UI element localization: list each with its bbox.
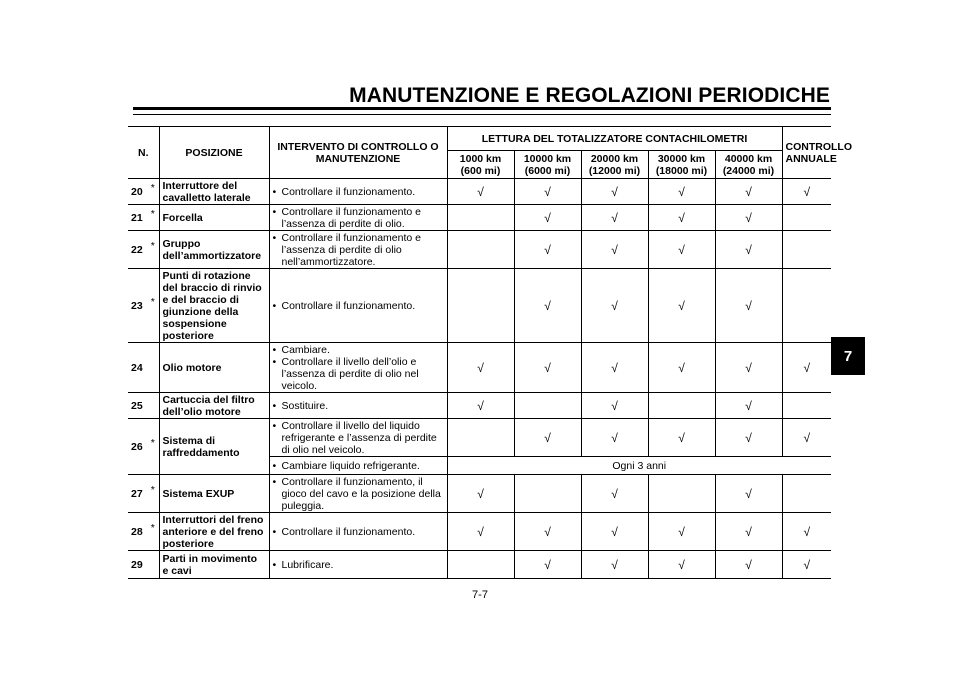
dealer-service-marker — [147, 551, 159, 579]
interval-check-cell — [715, 231, 782, 269]
star-marker: * — [150, 207, 155, 220]
check-mark-icon: √ — [745, 242, 752, 257]
intervention-item: • Controllare il livello dell’olio e l’assenza di perdite di olio nel veicolo. — [273, 356, 444, 392]
annual-check-cell — [782, 269, 831, 343]
check-mark-icon: √ — [745, 360, 752, 375]
intervention-item: • Cambiare liquido refrigerante. — [273, 460, 444, 472]
star-marker: * — [150, 436, 155, 449]
interval-check-cell — [581, 179, 648, 205]
row-position: Forcella — [159, 205, 269, 231]
check-mark-icon: √ — [745, 184, 752, 199]
chapter-tab[interactable]: 7 — [831, 337, 865, 375]
check-mark-icon: √ — [611, 486, 618, 501]
check-mark-icon: √ — [803, 524, 811, 539]
row-position: Punti di rotazione del braccio di rinvio e del braccio di giunzione della sospensione posteriore — [159, 269, 269, 343]
interval-check-cell — [648, 393, 715, 419]
interval-km: 40000 km — [724, 152, 773, 165]
check-mark-icon: √ — [745, 430, 752, 445]
row-number: 24 — [128, 343, 147, 393]
star-marker: * — [150, 295, 155, 308]
row-intervention — [269, 205, 447, 231]
check-mark-icon: √ — [477, 486, 484, 501]
check-mark-icon: √ — [611, 210, 618, 225]
interval-mi: (600 mi) — [460, 164, 501, 177]
check-mark-icon: √ — [611, 360, 618, 375]
annual-check-cell — [782, 231, 831, 269]
interval-check-cell — [514, 393, 581, 419]
header-position: POSIZIONE — [159, 127, 269, 179]
check-mark-icon: √ — [477, 360, 484, 375]
dealer-service-marker — [147, 475, 159, 513]
check-mark-icon: √ — [745, 557, 752, 572]
row-position: Parti in movimento e cavi — [159, 551, 269, 579]
star-marker: * — [150, 483, 155, 496]
check-mark-icon: √ — [678, 210, 685, 225]
dealer-service-marker — [147, 513, 159, 551]
table-row — [128, 419, 831, 457]
check-mark-icon: √ — [544, 557, 551, 572]
interval-check-cell — [581, 393, 648, 419]
row-position: Interruttori del freno anteriore e del freno posteriore — [159, 513, 269, 551]
interval-check-cell — [648, 179, 715, 205]
check-mark-icon: √ — [544, 242, 551, 257]
row-number: 29 — [128, 551, 147, 579]
interval-check-cell — [514, 475, 581, 513]
table-row — [128, 475, 831, 513]
check-mark-icon: √ — [611, 398, 618, 413]
check-mark-icon: √ — [745, 486, 752, 501]
interval-check-cell — [447, 393, 514, 419]
interval-check-cell — [514, 513, 581, 551]
row-intervention — [269, 475, 447, 513]
table-row — [128, 179, 831, 205]
check-mark-icon: √ — [611, 298, 618, 313]
interval-km: 30000 km — [657, 152, 706, 165]
row-intervention — [269, 393, 447, 419]
check-mark-icon: √ — [678, 184, 685, 199]
interval-check-cell — [581, 513, 648, 551]
header-rule-thick — [133, 107, 831, 110]
interval-check-cell — [447, 513, 514, 551]
check-mark-icon: √ — [544, 360, 551, 375]
interval-km: 10000 km — [523, 152, 572, 165]
dealer-service-marker — [147, 419, 159, 475]
interval-check-cell — [514, 551, 581, 579]
interval-check-cell — [581, 419, 648, 457]
interval-check-cell — [715, 179, 782, 205]
star-marker: * — [150, 521, 155, 534]
row-number: 20 — [128, 179, 147, 205]
check-mark-icon: √ — [477, 398, 484, 413]
row-number: 25 — [128, 393, 147, 419]
interval-check-cell — [715, 205, 782, 231]
check-mark-icon: √ — [745, 398, 752, 413]
interval-check-cell — [581, 269, 648, 343]
row-intervention — [269, 231, 447, 269]
intervention-item: • Sostituire. — [273, 400, 444, 412]
interval-check-cell — [514, 179, 581, 205]
check-mark-icon: √ — [611, 557, 618, 572]
check-mark-icon: √ — [745, 210, 752, 225]
interval-check-cell — [447, 551, 514, 579]
table-row — [128, 393, 831, 419]
row-intervention — [269, 419, 447, 457]
header-interval-2 — [514, 151, 581, 179]
intervention-item: • Controllare il livello del liquido refrigerante e l’assenza di perdite di olio nel veicolo. — [273, 420, 444, 456]
row-number: 27 — [128, 475, 147, 513]
row-number: 28 — [128, 513, 147, 551]
interval-check-cell — [447, 475, 514, 513]
dealer-service-marker — [147, 205, 159, 231]
interval-check-cell — [715, 393, 782, 419]
table-row — [128, 343, 831, 393]
check-mark-icon: √ — [544, 430, 551, 445]
check-mark-icon: √ — [803, 557, 811, 572]
interval-mi: (18000 mi) — [655, 164, 708, 177]
check-mark-icon: √ — [678, 557, 685, 572]
interval-check-cell — [447, 205, 514, 231]
interval-check-cell — [514, 269, 581, 343]
row-position: Cartuccia del filtro dell’olio motore — [159, 393, 269, 419]
interval-check-cell — [581, 551, 648, 579]
check-mark-icon: √ — [544, 184, 551, 199]
check-mark-icon: √ — [678, 524, 685, 539]
interval-check-cell — [715, 343, 782, 393]
check-mark-icon: √ — [678, 298, 685, 313]
intervention-item: • Controllare il funzionamento e l’assenza di perdite di olio nell’ammortizzatore. — [273, 232, 444, 268]
table-row — [128, 513, 831, 551]
interval-check-cell — [648, 551, 715, 579]
row-number: 22 — [128, 231, 147, 269]
interval-check-cell — [715, 475, 782, 513]
check-mark-icon: √ — [611, 184, 618, 199]
star-marker: * — [150, 181, 155, 194]
intervention-item: • Cambiare. — [273, 344, 444, 356]
row-number: 26 — [128, 419, 147, 475]
header-annual: CONTROLLO ANNUALE — [782, 127, 831, 179]
interval-check-cell — [447, 419, 514, 457]
interval-check-cell — [447, 179, 514, 205]
header-odometer: LETTURA DEL TOTALIZZATORE CONTACHILOMETRI — [447, 127, 782, 151]
check-mark-icon: √ — [611, 524, 618, 539]
row-extra-intervention — [269, 457, 447, 475]
dealer-service-marker — [147, 179, 159, 205]
intervention-item: • Controllare il funzionamento. — [273, 526, 444, 538]
header-interval-3 — [581, 151, 648, 179]
intervention-item: • Controllare il funzionamento. — [273, 300, 444, 312]
dealer-service-marker — [147, 231, 159, 269]
table-row — [128, 269, 831, 343]
header-intervention: INTERVENTO DI CONTROLLO O MANUTENZIONE — [269, 127, 447, 179]
check-mark-icon: √ — [544, 210, 551, 225]
check-mark-icon: √ — [803, 360, 811, 375]
interval-check-cell — [715, 419, 782, 457]
interval-check-cell — [648, 419, 715, 457]
check-mark-icon: √ — [678, 242, 685, 257]
header-rule-thin — [133, 114, 831, 115]
check-mark-icon: √ — [477, 184, 484, 199]
annual-check-cell — [782, 393, 831, 419]
dealer-service-marker — [147, 393, 159, 419]
annual-check-cell — [782, 551, 831, 579]
interval-check-cell — [715, 513, 782, 551]
interval-check-cell — [715, 551, 782, 579]
check-mark-icon: √ — [678, 360, 685, 375]
row-position: Sistema EXUP — [159, 475, 269, 513]
annual-check-cell — [782, 419, 831, 457]
dealer-service-marker — [147, 343, 159, 393]
intervention-item: • Lubrificare. — [273, 559, 444, 571]
interval-check-cell — [581, 343, 648, 393]
dealer-service-marker — [147, 269, 159, 343]
interval-check-cell — [648, 475, 715, 513]
check-mark-icon: √ — [745, 298, 752, 313]
page-title: MANUTENZIONE E REGOLAZIONI PERIODICHE — [349, 84, 830, 107]
check-mark-icon: √ — [803, 184, 811, 199]
annual-check-cell — [782, 475, 831, 513]
check-mark-icon: √ — [544, 298, 551, 313]
row-position: Olio motore — [159, 343, 269, 393]
interval-check-cell — [447, 231, 514, 269]
table-row — [128, 205, 831, 231]
header-num: N. — [128, 127, 159, 179]
header-interval-5 — [715, 151, 782, 179]
check-mark-icon: √ — [611, 242, 618, 257]
row-position: Gruppo dell’ammortizzatore — [159, 231, 269, 269]
interval-check-cell — [447, 269, 514, 343]
check-mark-icon: √ — [678, 430, 685, 445]
interval-check-cell — [514, 205, 581, 231]
interval-check-cell — [447, 343, 514, 393]
check-mark-icon: √ — [611, 430, 618, 445]
annual-check-cell — [782, 179, 831, 205]
row-intervention — [269, 269, 447, 343]
check-mark-icon: √ — [544, 524, 551, 539]
interval-mi: (24000 mi) — [722, 164, 775, 177]
interval-km: 1000 km — [459, 152, 502, 165]
interval-check-cell — [581, 231, 648, 269]
check-mark-icon: √ — [745, 524, 752, 539]
interval-check-cell — [514, 231, 581, 269]
table-row — [128, 551, 831, 579]
row-intervention — [269, 343, 447, 393]
maintenance-table — [128, 126, 853, 579]
check-mark-icon: √ — [477, 524, 484, 539]
intervention-item: • Controllare il funzionamento e l’assenza di perdite di olio. — [273, 206, 444, 230]
interval-mi: (6000 mi) — [524, 164, 571, 177]
annual-check-cell — [782, 513, 831, 551]
interval-check-cell — [648, 269, 715, 343]
interval-check-cell — [581, 475, 648, 513]
interval-check-cell — [648, 513, 715, 551]
row-extra-note: Ogni 3 anni — [447, 457, 831, 475]
row-position: Sistema di raffreddamento — [159, 419, 269, 475]
annual-check-cell — [782, 205, 831, 231]
annual-check-cell — [782, 343, 831, 393]
row-position: Interruttore del cavalletto laterale — [159, 179, 269, 205]
header-interval-1 — [447, 151, 514, 179]
header-interval-4 — [648, 151, 715, 179]
interval-check-cell — [581, 205, 648, 231]
interval-check-cell — [648, 343, 715, 393]
row-intervention — [269, 179, 447, 205]
star-marker: * — [150, 239, 155, 252]
interval-check-cell — [514, 419, 581, 457]
intervention-item: • Controllare il funzionamento. — [273, 186, 444, 198]
interval-check-cell — [514, 343, 581, 393]
check-mark-icon: √ — [803, 430, 811, 445]
row-number: 21 — [128, 205, 147, 231]
row-intervention — [269, 551, 447, 579]
interval-km: 20000 km — [590, 152, 639, 165]
interval-mi: (12000 mi) — [588, 164, 641, 177]
row-number: 23 — [128, 269, 147, 343]
page-number: 7-7 — [472, 589, 488, 601]
interval-check-cell — [648, 205, 715, 231]
intervention-item: • Controllare il funzionamento, il gioco del cavo e la posizione della puleggia. — [273, 476, 444, 512]
interval-check-cell — [715, 269, 782, 343]
table-row — [128, 231, 831, 269]
interval-check-cell — [648, 231, 715, 269]
row-intervention — [269, 513, 447, 551]
